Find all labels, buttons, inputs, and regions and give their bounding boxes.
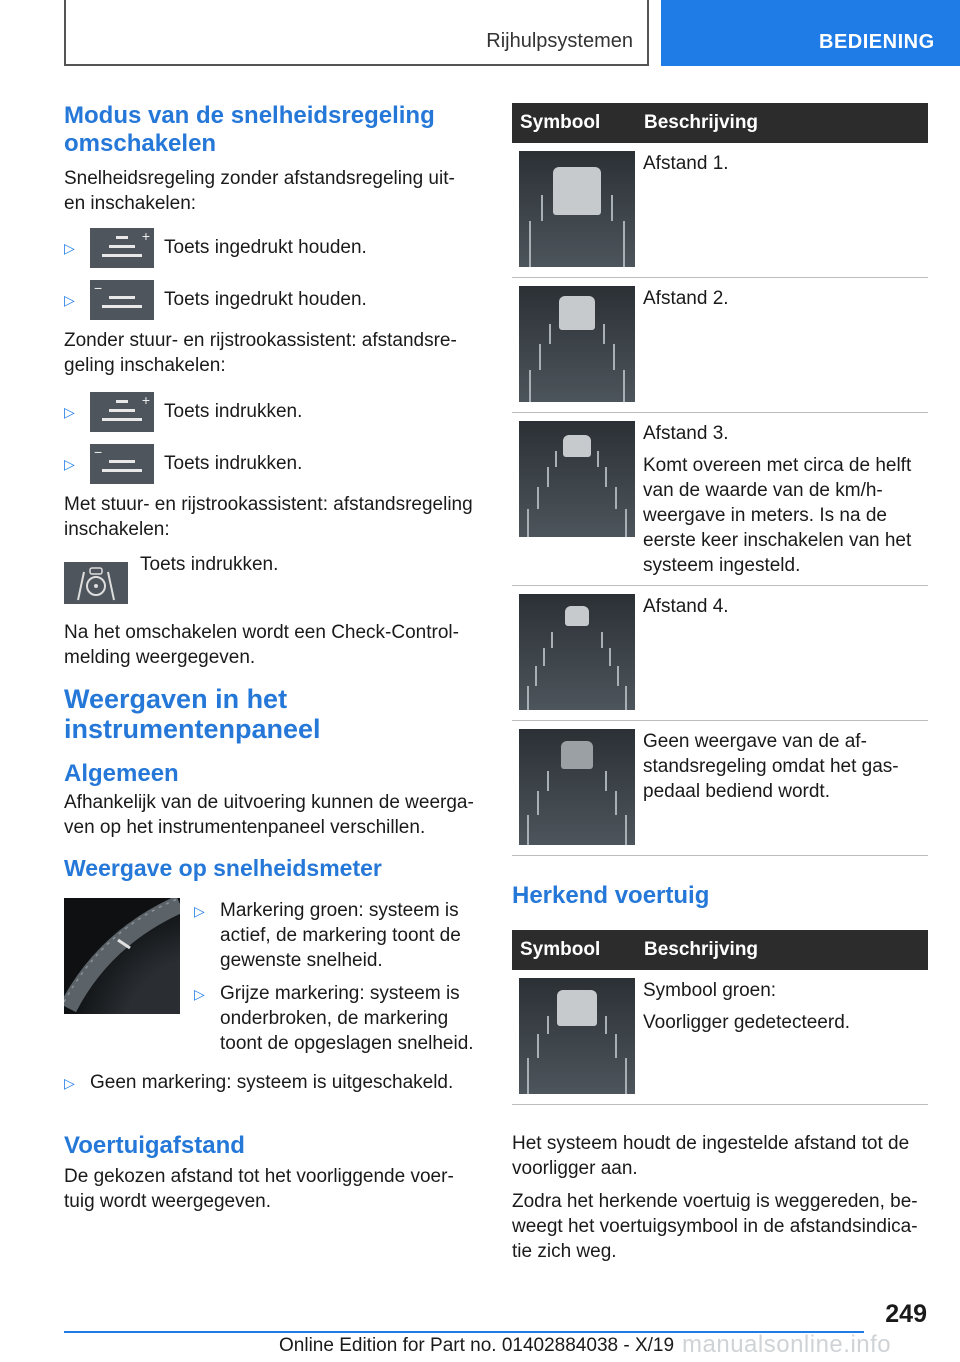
header-tab-label: BEDIENING — [819, 31, 935, 53]
row-text: Afstand 3. — [643, 423, 729, 444]
bullet-text: Markering groen: systeem is actief, de markering toont de gewenste snelheid. — [220, 900, 461, 971]
watermark: manualsonline.info — [682, 1331, 892, 1358]
bullet-item — [194, 898, 478, 973]
arrow-bullet-icon: ▷ — [64, 291, 75, 308]
paragraph-mode: Snelheidsregeling zonder afstandsregeling uit- en inschakelen: — [64, 168, 455, 214]
key-row-plus-press — [64, 392, 478, 432]
paragraph-with-assistant: Met stuur- en rijstrookassistent: afstandsregeling inschakelen: — [64, 494, 473, 540]
bullet-text: Geen markering: systeem is uitgeschakeld. — [90, 1072, 454, 1093]
bullet-item — [64, 1070, 478, 1096]
distance-plus-icon: + — [90, 392, 154, 432]
row-text: Komt overeen met circa de helft van de waarde van de km/h-weergave in meters. Is na de eerste keer inschakelen van het systeem ingesteld. — [643, 455, 912, 576]
bullet-text: Grijze markering: systeem is onderbroken, de markering toont de opgeslagen snelheid. — [220, 983, 474, 1054]
row-text: Voorligger gedetecteerd. — [643, 1012, 851, 1033]
key-row-minus-press — [64, 444, 478, 484]
paragraph-keeps-distance: Het systeem houdt de ingestelde afstand tot de voorligger aan. — [512, 1133, 910, 1179]
arrow-bullet-icon: ▷ — [194, 986, 205, 1002]
steering-key-row — [64, 552, 478, 594]
right-column — [512, 103, 928, 1264]
speedo-bullets — [194, 898, 478, 1056]
paragraph-without-assistant: Zonder stuur- en rijstrookassistent: afstandsregeling inschakelen: — [64, 330, 457, 376]
row-text: Afstand 1. — [643, 153, 729, 174]
key-row-plus-hold — [64, 228, 478, 268]
paragraph-after-switch: Na het omschakelen wordt een Check-Control-melding weergegeven. — [64, 622, 459, 668]
arrow-bullet-icon: ▷ — [64, 1075, 75, 1091]
paragraph-distance: De gekozen afstand tot het voorliggende voertuig wordt weergegeven. — [64, 1166, 454, 1212]
heading-mode-switch: Modus van de snelheidsregeling omschakelen — [64, 102, 435, 157]
paragraph-general: Afhankelijk van de uitvoering kunnen de weergaven op het instrumentenpaneel verschillen. — [64, 792, 474, 838]
distance-minus-icon: − — [90, 280, 154, 320]
heading-recognized-vehicle: Herkend voertuig — [512, 882, 710, 909]
row-text: Afstand 4. — [643, 596, 729, 617]
distance-3-image — [519, 421, 635, 537]
row-text: Geen weergave van de afstandsregeling omdat het gaspedaal bediend wordt. — [643, 731, 899, 802]
recognized-vehicle-image — [519, 978, 635, 1094]
table-row — [512, 143, 928, 278]
table-row — [512, 413, 928, 586]
page-number: 249 — [885, 1300, 927, 1328]
heading-vehicle-distance: Voertuigafstand — [64, 1132, 245, 1159]
left-column — [64, 102, 478, 1214]
column-header-symbol: Symbool — [520, 939, 601, 960]
heading-general: Algemeen — [64, 760, 179, 787]
arrow-bullet-icon: ▷ — [64, 403, 75, 420]
distance-minus-icon: − — [90, 444, 154, 484]
key-text: Toets indrukken. — [140, 554, 279, 575]
distance-2-image — [519, 286, 635, 402]
arrow-bullet-icon: ▷ — [64, 455, 75, 472]
key-row-minus-hold — [64, 280, 478, 320]
distance-table — [512, 103, 928, 856]
speedo-block — [64, 898, 478, 1056]
header-tab — [661, 0, 960, 66]
footer-edition: Online Edition for Part no. 01402884038 - X/19 — [279, 1335, 675, 1356]
key-text: Toets indrukken. — [164, 453, 303, 474]
paragraph-vehicle-leaves: Zodra het herkende voertuig is weggereden, beweegt het voertuigsymbool in de afstandsindicatie zich weg. — [512, 1191, 918, 1262]
steering-assistant-icon — [64, 562, 128, 604]
recognized-table — [512, 930, 928, 1105]
key-text: Toets ingedrukt houden. — [164, 237, 367, 258]
column-header-symbol: Symbool — [520, 112, 601, 133]
distance-4-image — [519, 594, 635, 710]
header-box — [64, 0, 649, 66]
arrow-bullet-icon: ▷ — [194, 903, 205, 919]
table-header — [512, 103, 928, 143]
no-distance-image — [519, 729, 635, 845]
table-row — [512, 278, 928, 413]
table-row — [512, 721, 928, 856]
column-header-description: Beschrijving — [644, 112, 759, 133]
row-text: Symbool groen: — [643, 980, 777, 1001]
table-row — [512, 970, 928, 1105]
heading-speedometer: Weergave op snelheidsmeter — [64, 855, 382, 881]
row-text: Afstand 2. — [643, 288, 729, 309]
distance-1-image — [519, 151, 635, 267]
heading-displays: Weergaven in het instrumentenpaneel — [64, 684, 321, 744]
key-text: Toets indrukken. — [164, 401, 303, 422]
table-row — [512, 586, 928, 721]
arrow-bullet-icon: ▷ — [64, 239, 75, 256]
distance-plus-icon: + — [90, 228, 154, 268]
bullet-item — [194, 981, 478, 1056]
key-text: Toets ingedrukt houden. — [164, 289, 367, 310]
header-section-title: Rijhulpsystemen — [486, 30, 633, 52]
column-header-description: Beschrijving — [644, 939, 759, 960]
table-header — [512, 930, 928, 970]
speedometer-image — [64, 898, 180, 1014]
